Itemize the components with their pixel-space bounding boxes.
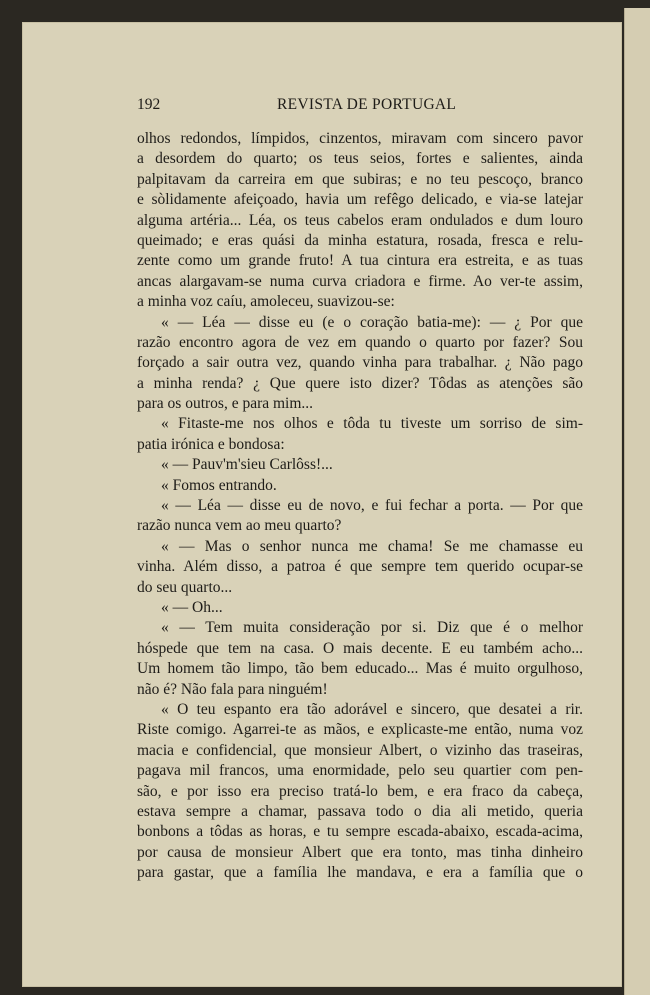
text-line: olhos redondos, límpidos, cinzentos, miravam com sincero pavor xyxy=(137,130,583,147)
text-line: alguma artéria... Léa, os teus cabelos eram ondulados e dum louro xyxy=(137,211,583,229)
text-line: « — Léa — disse eu de novo, e fui fechar a porta. — Por que xyxy=(161,497,583,515)
page-header xyxy=(137,96,580,116)
text-line: pagava mil francos, uma enormidade, pelo seu quartier com pen- xyxy=(137,762,583,780)
text-line: « O teu espanto era tão adorável e sincero, que desatei a rir. xyxy=(161,700,583,718)
text-line: « — Oh... xyxy=(161,598,223,616)
text-line: e sòlidamente afeiçoado, havia um refêgo delicado, e via-se latejar xyxy=(137,191,583,209)
text-line: « — Tem muita consideração por si. Diz que é o melhor xyxy=(161,619,583,637)
text-line: « — Pauv'm'sieu Carlôss!... xyxy=(161,456,333,474)
text-line: palpitavam da carreira em que subiras; e no teu pescoço, branco xyxy=(137,170,583,188)
text-line: forçado a sair outra vez, quando vinha para trabalhar. ¿ Não pago xyxy=(137,354,583,372)
text-line: a desordem do quarto; os teus seios, fortes e salientes, ainda xyxy=(137,150,583,168)
text-line: hóspede que tem na casa. O mais decente. E eu também acho... xyxy=(137,639,583,657)
text-line: razão nunca vem ao meu quarto? xyxy=(137,517,342,535)
page-number: 192 xyxy=(137,96,161,113)
text-line: macia e confidencial, que monsieur Albert, o vizinho das traseiras, xyxy=(137,741,583,759)
text-line: ancas alargavam-se numa curva criadora e firme. Ao ver-te assim, xyxy=(137,272,583,290)
running-title: REVISTA DE PORTUGAL xyxy=(277,96,457,113)
text-line: razão encontro agora de vez em quando o quarto por fazer? Sou xyxy=(137,333,583,351)
text-line: não é? Não fala para ninguém! xyxy=(137,680,328,698)
text-line: estava sempre a chamar, passava todo o dia ali metido, queria xyxy=(137,802,583,820)
text-line: queimado; e eras quási da minha estatura, rosada, fresca e relu- xyxy=(137,231,583,249)
text-line: vinha. Além disso, a patroa é que sempre tem querido ocupar-se xyxy=(137,558,583,576)
text-line: « Fitaste-me nos olhos e tôda tu tiveste um sorriso de sim- xyxy=(161,415,583,433)
body-text xyxy=(137,129,583,883)
text-line: patia irónica e bondosa: xyxy=(137,435,285,453)
text-line: « Fomos entrando. xyxy=(161,476,277,494)
text-line: a minha renda? ¿ Que quere isto dizer? Tôdas as atenções são xyxy=(137,374,583,392)
text-line: Um homem tão limpo, tão bem educado... Mas é muito orgulhoso, xyxy=(137,660,583,678)
text-line: « — Léa — disse eu (e o coração batia-me): — ¿ Por que xyxy=(161,313,583,331)
text-line: por causa de monsieur Albert que era tonto, mas tinha dinheiro xyxy=(137,843,583,861)
text-line: a minha voz caíu, amoleceu, suavizou-se: xyxy=(137,293,395,311)
text-line: Riste comigo. Agarrei-te as mãos, e explicaste-me então, numa voz xyxy=(137,721,583,739)
text-line: para gastar, que a família lhe mandava, e era a família que o xyxy=(137,864,583,882)
text-line: do seu quarto... xyxy=(137,578,233,596)
text-line: são, e por isso era preciso tratá-lo bem, e era fraco da cabeça, xyxy=(137,782,583,800)
text-line: para os outros, e para mim... xyxy=(137,395,314,413)
text-line: « — Mas o senhor nunca me chama! Se me chamasse eu xyxy=(161,537,583,555)
text-line: bonbons a tôdas as horas, e tu sempre escada-abaixo, escada-acima, xyxy=(137,823,583,841)
facing-page-edge xyxy=(624,8,650,995)
text-line: zente como um grande fruto! A tua cintura era estreita, e as tuas xyxy=(137,252,583,270)
